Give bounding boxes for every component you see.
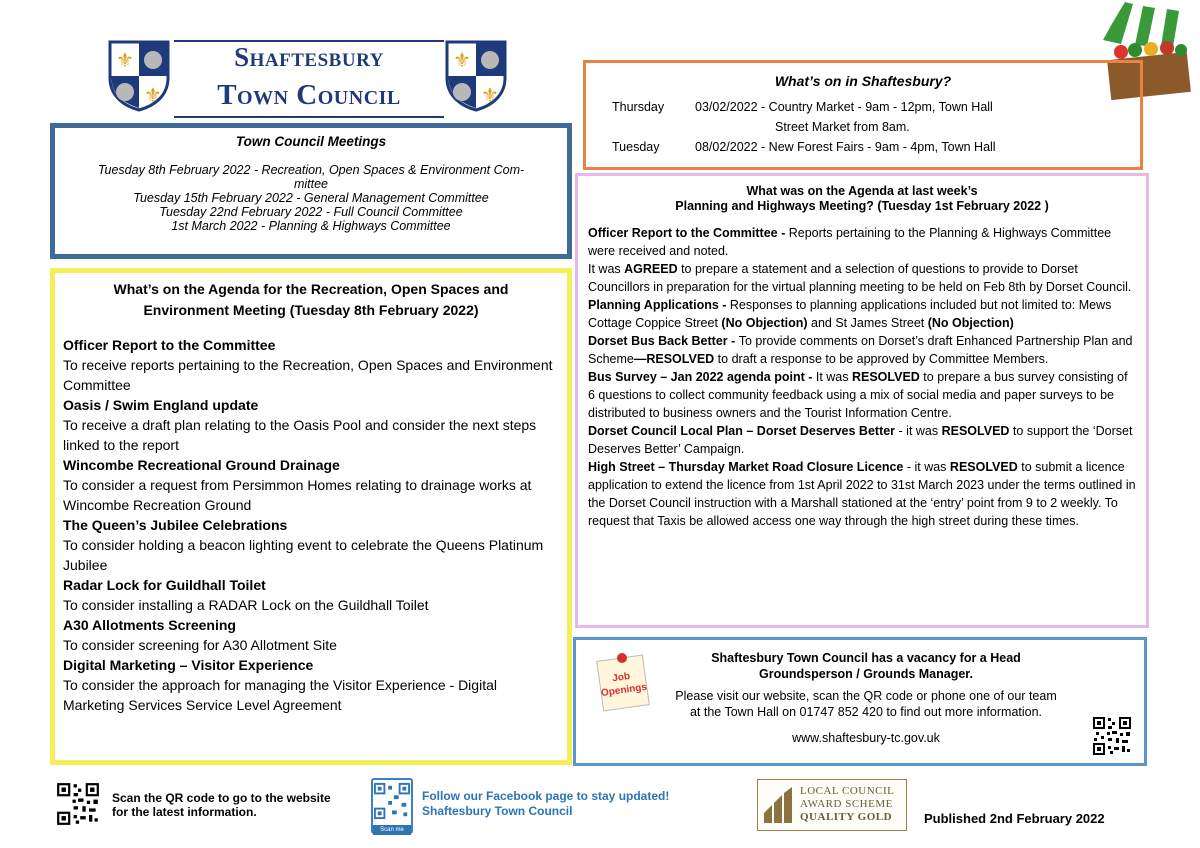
event-day: Tuesday xyxy=(612,140,660,154)
award-logo-icon xyxy=(762,785,796,825)
planning-text: Reports pertaining to the Planning & Highways Committee were received and noted. xyxy=(588,226,1112,258)
title-line-2: Town Council xyxy=(217,79,401,111)
svg-text:⚜: ⚜ xyxy=(116,50,134,72)
planning-bold: High Street – Thursday Market Road Closure Licence xyxy=(588,460,904,474)
agenda-item xyxy=(63,455,559,515)
event-day: Thursday xyxy=(612,100,665,114)
facebook-qr-code[interactable] xyxy=(371,778,413,834)
event-day xyxy=(598,117,695,137)
meeting-line: mittee xyxy=(293,177,329,191)
event-text: 03/02/2022 - Country Market - 9am - 12pm, Town Hall xyxy=(695,100,993,114)
agenda-item xyxy=(63,515,559,575)
town-council-meetings-box xyxy=(50,123,572,259)
event-row xyxy=(598,137,1128,157)
agenda-item-text: To consider the approach for managing the Visitor Experience - Digital Marketing Services Service Level Agreement xyxy=(63,677,497,713)
title-line-1: Shaftesbury xyxy=(234,42,384,72)
vacancy-headline-2: Groundsperson / Grounds Manager. xyxy=(759,667,973,681)
agenda-item-title: Radar Lock for Guildhall Toilet xyxy=(63,577,266,593)
award-line-2: AWARD SCHEME xyxy=(800,798,893,810)
agenda-item-text: To receive reports pertaining to the Recreation, Open Spaces and Environment Committee xyxy=(63,357,553,393)
agenda-item xyxy=(63,615,559,655)
agenda-item xyxy=(63,335,559,395)
planning-bold: AGREED xyxy=(624,262,678,276)
vacancy-headline-1: Shaftesbury Town Council has a vacancy for a Head xyxy=(711,651,1021,665)
agenda-item-title: The Queen’s Jubilee Celebrations xyxy=(63,517,288,533)
award-text xyxy=(800,785,894,824)
planning-paragraph xyxy=(588,296,1136,332)
vacancy-qr-code[interactable] xyxy=(1092,716,1132,761)
agenda-item-text: To consider screening for A30 Allotment Site xyxy=(63,637,337,653)
planning-paragraph xyxy=(588,260,1136,296)
planning-bold: Dorset Council Local Plan – Dorset Deserves Better xyxy=(588,424,896,438)
planning-text: It was xyxy=(815,370,852,384)
planning-text: to draft a response to be approved by Committee Members. xyxy=(714,352,1049,366)
shield-icon xyxy=(108,40,170,112)
agenda-item-text: To consider installing a RADAR Lock on the Guildhall Toilet xyxy=(63,597,429,613)
planning-paragraph xyxy=(588,422,1136,458)
event-text: 08/02/2022 - New Forest Fairs - 9am - 4pm, Town Hall xyxy=(695,140,996,154)
planning-title-line-2: Planning and Highways Meeting? (Tuesday 1st February 2022 ) xyxy=(675,199,1049,213)
planning-bold: RESOLVED xyxy=(851,370,920,384)
planning-text: to prepare a bus survey consisting of 6 questions to collect community feedback using a mix of social media and paper surveys to be distributed to business owners and the Tourist Information Centre. xyxy=(588,370,1128,420)
agenda-title-line-1: What’s on the Agenda for the Recreation, Open Spaces and xyxy=(113,281,509,297)
job-sign-word-1: Job xyxy=(611,671,631,685)
qr-instructions xyxy=(112,791,362,819)
meeting-line: Tuesday 15th February 2022 - General Management Committee xyxy=(133,191,489,205)
planning-bold: Bus Survey – Jan 2022 agenda point - xyxy=(588,370,816,384)
award-line-1: LOCAL COUNCIL xyxy=(800,785,895,797)
agenda-item xyxy=(63,395,559,455)
planning-bold: —RESOLVED xyxy=(633,352,715,366)
planning-text: to support the ‘Dorset Deserves Better’ Campaign. xyxy=(588,424,1133,456)
planning-text: and St James Street xyxy=(807,316,928,330)
planning-text: to submit a licence application to extend the licence from 1st April 2022 to 31st March 2023 under the terms outlined in the Dorset Council instruction with a Marshall stationed at the ‘entry’ point from 9 to 2 weekly. To request that Taxis be allowed access one way through the high street during these times. xyxy=(588,460,1136,528)
qr-code-icon xyxy=(373,782,411,820)
planning-bold: Planning Applications - xyxy=(588,298,730,312)
vacancy-text xyxy=(671,650,1061,746)
qr-code-icon xyxy=(56,782,100,826)
agenda-title-line-2: Environment Meeting (Tuesday 8th February 2022) xyxy=(143,302,479,318)
planning-highways-box xyxy=(575,173,1149,628)
planning-text: - it was xyxy=(895,424,942,438)
planning-bold: (No Objection) xyxy=(927,316,1014,330)
planning-title xyxy=(588,184,1136,214)
agenda-item-title: A30 Allotments Screening xyxy=(63,617,236,633)
website-qr-code[interactable] xyxy=(56,782,100,831)
vacancy-body: Please visit our website, scan the QR code or phone one of our team at the Town Hall on 01747 852 420 to find out more information. xyxy=(675,689,1057,719)
planning-bold: Dorset Bus Back Better - xyxy=(588,334,739,348)
planning-text: to prepare a statement and a selection of questions to provide to Dorset Councillors in preparation for the virtual planning meeting to be held on Feb 8th by Dorset Council. xyxy=(588,262,1132,294)
agenda-item xyxy=(63,655,559,715)
vacancy-website-link[interactable]: www.shaftesbury-tc.gov.uk xyxy=(792,731,940,745)
shield-icon xyxy=(445,40,507,112)
event-row xyxy=(598,117,1128,137)
svg-text:⚜: ⚜ xyxy=(453,50,471,72)
agenda-title xyxy=(63,279,559,321)
planning-paragraph xyxy=(588,458,1136,530)
svg-text:⚜: ⚜ xyxy=(144,85,162,107)
planning-bold: RESOLVED xyxy=(941,424,1010,438)
qr-instructions-line-2: for the latest information. xyxy=(112,805,257,819)
job-sign-word-2: Openings xyxy=(600,681,648,700)
job-openings-note-icon xyxy=(586,648,658,720)
meeting-line: Tuesday 8th February 2022 - Recreation, Open Spaces & Environment Com- xyxy=(97,163,525,177)
agenda-item-title: Digital Marketing – Visitor Experience xyxy=(63,657,314,673)
agenda-item-title: Oasis / Swim England update xyxy=(63,397,259,413)
agenda-item-text: To receive a draft plan relating to the Oasis Pool and consider the next steps linked to the report xyxy=(63,417,537,453)
qr-code-icon xyxy=(1092,716,1132,756)
svg-text:⚜: ⚜ xyxy=(481,85,499,107)
planning-text: It was xyxy=(588,262,625,276)
planning-paragraph xyxy=(588,368,1136,422)
agenda-item xyxy=(63,575,559,615)
agenda-item-text: To consider a request from Persimmon Homes relating to drainage works at Wincombe Recreation Ground xyxy=(63,477,532,513)
planning-text: To provide comments on Dorset’s draft Enhanced Partnership Plan and Scheme xyxy=(588,334,1133,366)
planning-text: - it was xyxy=(903,460,950,474)
left-crest xyxy=(108,40,170,117)
quality-gold-award-badge xyxy=(757,779,907,831)
meeting-line: Tuesday 22nd February 2022 - Full Council Committee xyxy=(159,205,463,219)
recreation-agenda-box xyxy=(50,268,572,765)
agenda-item-title: Wincombe Recreational Ground Drainage xyxy=(63,457,340,473)
vacancy-box xyxy=(573,637,1147,766)
published-date: Published 2nd February 2022 xyxy=(924,811,1105,826)
planning-paragraph xyxy=(588,224,1136,260)
right-crest xyxy=(445,40,507,117)
meeting-line: 1st March 2022 - Planning & Highways Committee xyxy=(171,219,451,233)
facebook-page-name[interactable]: Shaftesbury Town Council xyxy=(422,804,573,818)
whats-on-title: What’s on in Shaftesbury? xyxy=(774,73,952,89)
agenda-item-title: Officer Report to the Committee xyxy=(63,337,276,353)
planning-bold: Officer Report to the Committee - xyxy=(588,226,789,240)
agenda-item-text: To consider holding a beacon lighting event to celebrate the Queens Platinum Jubilee xyxy=(63,537,544,573)
planning-paragraph xyxy=(588,332,1136,368)
award-line-3: QUALITY GOLD xyxy=(800,811,893,823)
job-openings-sign xyxy=(586,648,658,725)
event-row xyxy=(598,97,1128,117)
event-text: Street Market from 8am. xyxy=(775,120,910,134)
planning-title-line-1: What was on the Agenda at last week’s xyxy=(746,184,978,198)
meetings-title: Town Council Meetings xyxy=(235,134,387,149)
scan-me-label: Scan me xyxy=(373,825,411,835)
facebook-follow-text xyxy=(422,789,722,819)
planning-bold: (No Objection) xyxy=(721,316,808,330)
council-title xyxy=(174,40,444,120)
planning-text: Responses to planning applications included but not limited to: Mews Cottage Coppice Street xyxy=(588,298,1112,330)
qr-instructions-line-1: Scan the QR code to go to the website xyxy=(112,791,331,805)
planning-bold: RESOLVED xyxy=(949,460,1018,474)
whats-on-box xyxy=(583,60,1143,170)
facebook-follow-line-1: Follow our Facebook page to stay updated! xyxy=(422,789,670,803)
